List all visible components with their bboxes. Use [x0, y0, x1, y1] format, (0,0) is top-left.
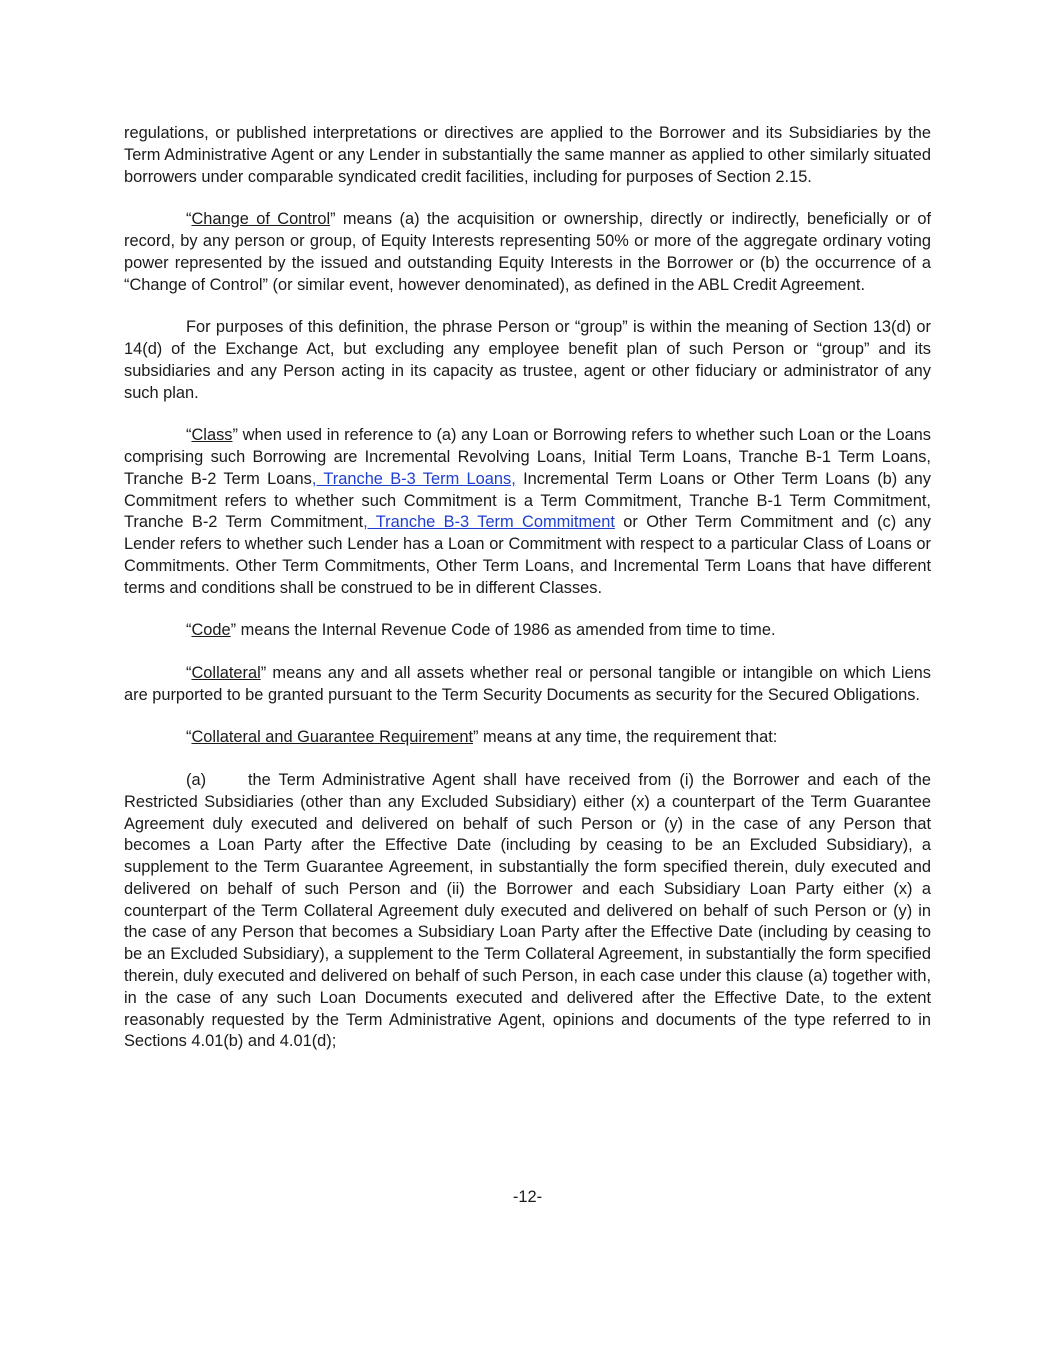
clause-marker: (a) — [186, 770, 207, 789]
clause-a — [124, 770, 931, 1053]
defined-term: Class — [191, 426, 233, 445]
paragraph-text: regulations, or published interpretations or directives are applied to the Borrower and its Subsidiaries by the Term Administrative Agent or any Lender in substantially the same manner as applied to other similarly situated borrowers under comparable syndicated credit facilities, including for purposes of Section 2.15. — [124, 124, 931, 186]
paragraph-purposes — [124, 317, 931, 404]
definition-text: means at any time, the requirement that: — [478, 728, 778, 747]
open-quote: “ — [186, 663, 192, 682]
open-quote: “ — [186, 621, 192, 640]
definition-collateral — [124, 663, 931, 707]
definition-text: means (a) the acquisition or ownership, directly or indirectly, beneficially or of record, by any person or group, of Equity Interests representing 50% or more of the aggregate ordinary voting power represented by the issued and outstanding Equity Interests in the Borrower or (b) the occurrence of a “Change of Control” (or similar event, however denominated), as defined in the ABL Credit Agreement. — [124, 210, 931, 294]
definition-text-part-1: when used in reference to (a) any Loan or Borrowing refers to whether such Loan or the Loans comprising such Borrowing are Incremental Revolving Loans, Initial Term Loans, Tranche B-1 Term Loans, Tranche B-2 Term Loans — [124, 426, 931, 488]
inserted-text-tranche-b3-commitment: , Tranche B-3 Term Commitment — [363, 513, 615, 532]
definition-text: means any and all assets whether real or personal tangible or intangible on which Liens are purported to be granted pursuant to the Term Security Documents as security for the Secured Obligations. — [124, 663, 931, 704]
open-quote: “ — [186, 210, 192, 229]
close-quote: ” — [230, 621, 237, 640]
definition-text: means the Internal Revenue Code of 1986 as amended from time to time. — [236, 621, 776, 640]
definition-class — [124, 425, 931, 599]
defined-term: Change of Control — [191, 210, 331, 229]
inserted-text-tranche-b3-loans: , Tranche B-3 Term Loans, — [311, 469, 516, 488]
clause-text: the Term Administrative Agent shall have received from (i) the Borrower and each of the Restricted Subsidiaries (other than any Excluded Subsidiary) either (x) a counterpart of the Term Guarantee Agreement duly executed and delivered on behalf of such Person or (y) in the case of any Person that becomes a Loan Party after the Effective Date (including by ceasing to be an Excluded Subsidiary), a supplement to the Term Guarantee Agreement, in substantially the form specified therein, duly executed and delivered on behalf of such Person and (ii) the Borrower and each Subsidiary Loan Party either (x) a counterpart of the Term Collateral Agreement duly executed and delivered on behalf of such Person or (y) in the case of any Person that becomes a Subsidiary Loan Party after the Effective Date (including by ceasing to be an Excluded Subsidiary), a supplement to the Term Collateral Agreement, in substantially the form specified therein, duly executed and delivered on behalf of such Person, in each case under this clause (a) together with, in the case of any such Loan Documents executed and delivered after the Effective Date, to the extent reasonably requested by the Term Administrative Agent, opinions and documents of the type referred to in Sections 4.01(b) and 4.01(d); — [124, 770, 931, 1051]
defined-term: Collateral and Guarantee Requirement — [191, 728, 474, 747]
close-quote: ” — [330, 210, 336, 229]
page-number: -12- — [512, 1188, 543, 1206]
open-quote: “ — [186, 426, 192, 445]
paragraph-regulations — [124, 123, 931, 188]
close-quote: ” — [473, 728, 479, 747]
close-quote: ” — [232, 426, 238, 445]
open-quote: “ — [186, 728, 192, 747]
defined-term: Code — [191, 621, 231, 640]
close-quote: ” — [260, 663, 267, 682]
definition-text-part-3: or Other Term Commitment and (c) any Lender refers to whether such Lender has a Loan or Commitment with respect to a particular Class of Loans or Commitments. Other Term Commitments, Other Term Loans, and Incremental Term Loans that have different terms and conditions shall be construed to be in different Classes. — [124, 513, 931, 597]
defined-term: Collateral — [191, 663, 261, 682]
document-body — [124, 123, 931, 1074]
definition-collateral-and-guarantee-requirement — [124, 727, 931, 749]
definition-text-part-2: Incremental Term Loans or Other Term Loans (b) any Commitment refers to whether such Commitment is a Term Commitment, Tranche B-1 Term Commitment, Tranche B-2 Term Commitment — [124, 469, 931, 532]
paragraph-text: For purposes of this definition, the phrase Person or “group” is within the meaning of Section 13(d) or 14(d) of the Exchange Act, but excluding any employee benefit plan of such Person or “group” and its subsidiaries and any Person acting in its capacity as trustee, agent or other fiduciary or administrator of any such plan. — [124, 318, 931, 402]
definition-change-of-control — [124, 209, 931, 296]
definition-code — [124, 620, 931, 642]
